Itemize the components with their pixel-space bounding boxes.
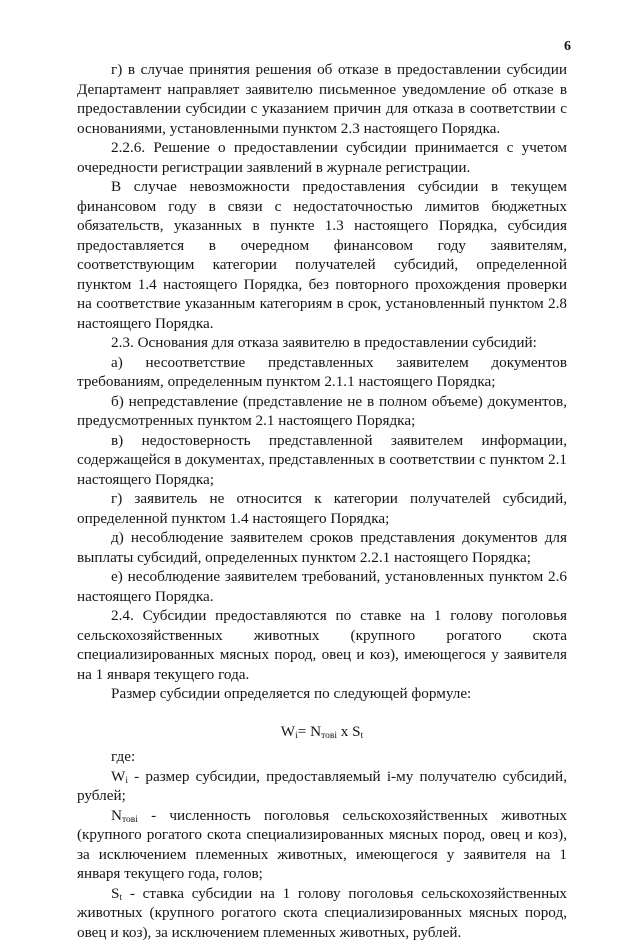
paragraph-refusal-notice: г) в случае принятия решения об отказе в предоставлении субсидии Департамент направляет заявителю письменное уведомление об отказе в предоставлении субсидии с указанием причин для отказа в соответствии с основаниями, установленными пунктом 2.3 настоящего Порядка. — [77, 60, 567, 138]
formula-eq: = N — [298, 723, 321, 740]
definition-w — [77, 767, 567, 806]
formula-w: W — [281, 723, 295, 740]
formula-w-sub: i — [295, 731, 298, 741]
definition-symbol: S — [111, 885, 119, 902]
paragraph-formula-intro: Размер субсидии определяется по следующей формуле: — [77, 684, 567, 704]
definition-symbol: N — [111, 807, 122, 824]
list-item-a: а) несоответствие представленных заявителем документов требованиям, определенным пунктом 2.1.1 настоящего Порядка; — [77, 353, 567, 392]
definition-s — [77, 884, 567, 942]
paragraph-2-2-6: 2.2.6. Решение о предоставлении субсидии принимается с учетом очередности регистрации заявлений в журнале регистрации. — [77, 138, 567, 177]
document-body — [77, 60, 567, 942]
list-item-g: г) заявитель не относится к категории получателей субсидий, определенной пунктом 1.4 настоящего Порядка; — [77, 489, 567, 528]
formula-n-sub: товi — [321, 731, 337, 741]
where-label: где: — [77, 747, 567, 767]
paragraph-2-4: 2.4. Субсидии предоставляются по ставке на 1 голову поголовья сельскохозяйственных животных (крупного рогатого скота специализированных мясных пород, овец и коз), имеющегося у заявителя на 1 января текущего года. — [77, 606, 567, 684]
definition-text: - ставка субсидии на 1 голову поголовья сельскохозяйственных животных (крупного рогатого скота специализированных мясных пород, овец и коз), за исключением племенных животных, рублей. — [77, 885, 567, 941]
list-item-b: б) непредставление (представление не в полном объеме) документов, предусмотренных пунктом 2.1 настоящего Порядка; — [77, 392, 567, 431]
definition-text: - размер субсидии, предоставляемый i-му получателю субсидий, рублей; — [77, 768, 567, 805]
definition-subscript: i — [125, 776, 128, 786]
paragraph-insufficient-limits: В случае невозможности предоставления субсидии в текущем финансовом году в связи с недостаточностью лимитов бюджетных обязательств, указанных в пункте 1.3 настоящего Порядка, субсидия предоставляется в очередном финансовом году заявителям, соответствующим категории получателей субсидий, определенной пунктом 1.4 настоящего Порядка, без повторного прохождения проверки на соответствие указанным категориям в срок, установленный пунктом 2.8 настоящего Порядка. — [77, 177, 567, 333]
definition-subscript: t — [119, 893, 122, 903]
subsidy-formula — [77, 722, 567, 742]
definition-text: - численность поголовья сельскохозяйственных животных (крупного рогатого скота специализированных мясных пород, овец и коз), за исключением племенных животных, имеющегося у заявителя на 1 января текущего года, голов; — [77, 807, 567, 883]
formula-times: x S — [337, 723, 361, 740]
formula-s-sub: t — [361, 731, 364, 741]
definition-n — [77, 806, 567, 884]
list-item-d: д) несоблюдение заявителем сроков представления документов для выплаты субсидий, определенных пунктом 2.2.1 настоящего Порядка; — [77, 528, 567, 567]
list-item-v: в) недостоверность представленной заявителем информации, содержащейся в документах, представленных в соответствии с пунктом 2.1 настоящего Порядка; — [77, 431, 567, 490]
definition-subscript: товi — [122, 815, 138, 825]
paragraph-2-3: 2.3. Основания для отказа заявителю в предоставлении субсидий: — [77, 333, 567, 353]
page-number: 6 — [564, 37, 571, 57]
list-item-e: е) несоблюдение заявителем требований, установленных пунктом 2.6 настоящего Порядка. — [77, 567, 567, 606]
definition-symbol: W — [111, 768, 125, 785]
